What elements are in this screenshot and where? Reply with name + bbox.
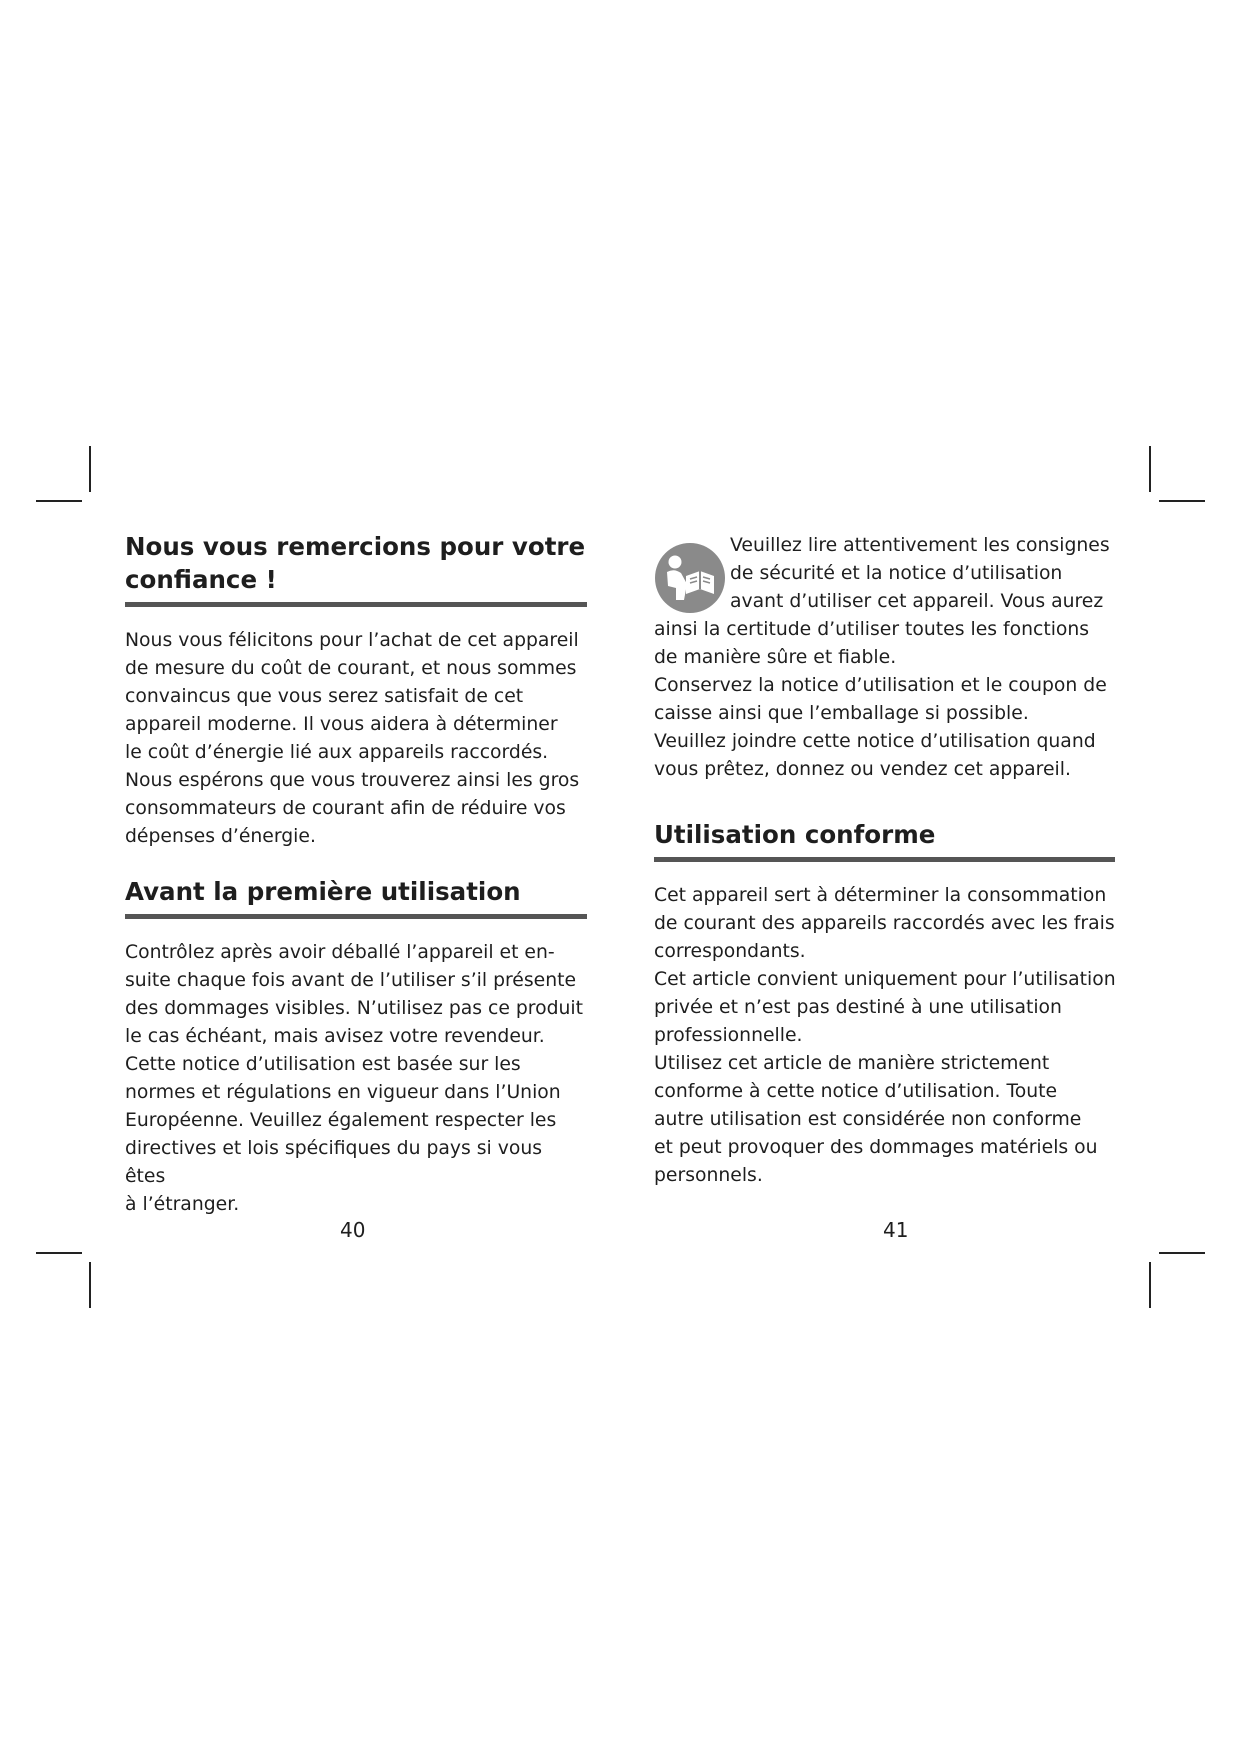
crop-mark bbox=[1159, 500, 1205, 502]
section-paragraph-first-use: Contrôlez après avoir déballé l’appareil et en- suite chaque fois avant de l’utiliser s’il présente des dommages visibles. N’utilisez pas ce produit le cas échéant, mais avisez votre revendeur. Cette notice d’utilisation est basée sur les normes et régulations en vigueur dans l’Union Européenne. Veuillez également respecter les directives et lois spécifiques du pays si vous êtes à l’étranger. bbox=[125, 942, 584, 1215]
crop-mark bbox=[1149, 1262, 1151, 1308]
page-number-right: 41 bbox=[883, 1218, 909, 1242]
section-paragraph-thanks: Nous vous félicitons pour l’achat de cet appareil de mesure du coût de courant, et nous sommes convaincus que vous serez satisfait de cet appareil moderne. Il vous aidera à déterminer le coût d’énergie lié aux appareils raccordés. Nous espérons que vous trouverez ainsi les gros consommateurs de courant afin de réduire vos dépenses d’énergie. bbox=[125, 630, 580, 847]
crop-mark bbox=[36, 1252, 82, 1254]
right-page bbox=[654, 532, 1116, 1190]
intro-text-continued: ainsi la certitude d’utiliser toutes les fonctions de manière sûre et fiable. Conservez la notice d’utilisation et le coupon de caisse ainsi que l’emballage si possible. Veuillez joindre cette notice d’utilisation quand vous prêtez, donnez ou vendez cet appareil. bbox=[654, 619, 1107, 780]
crop-mark bbox=[1149, 446, 1151, 492]
spacer bbox=[654, 784, 1116, 818]
read-manual-icon bbox=[654, 542, 726, 614]
crop-mark bbox=[89, 1262, 91, 1308]
section-paragraph-intended-use: Cet appareil sert à déterminer la consommation de courant des appareils raccordés avec les frais correspondants. Cet article convient uniquement pour l’utilisation privée et n’est pas destiné à une utilisation professionnelle. Utilisez cet article de manière strictement conforme à cette notice d’utilisation. Toute autre utilisation est considérée non conforme et peut provoquer des dommages matériels ou personnels. bbox=[654, 885, 1116, 1186]
intro-block bbox=[654, 532, 1116, 784]
intro-text-beside-icon: Veuillez lire attentivement les consignes de sécurité et la notice d’utilisation avant d’utiliser cet appareil. Vous aurez bbox=[730, 535, 1110, 612]
spacer bbox=[125, 851, 587, 875]
section-heading-intended-use: Utilisation conforme bbox=[654, 820, 936, 849]
crop-mark bbox=[1159, 1252, 1205, 1254]
heading-rule bbox=[125, 914, 587, 919]
heading-rule bbox=[654, 857, 1115, 862]
section-heading-thanks: Nous vous remercions pour votre confiance ! bbox=[125, 532, 586, 594]
section-heading-first-use: Avant la première utilisation bbox=[125, 877, 521, 906]
crop-mark bbox=[36, 500, 82, 502]
page-number-left: 40 bbox=[340, 1218, 366, 1242]
left-page bbox=[125, 530, 587, 1219]
crop-mark bbox=[89, 446, 91, 492]
heading-rule bbox=[125, 602, 587, 607]
